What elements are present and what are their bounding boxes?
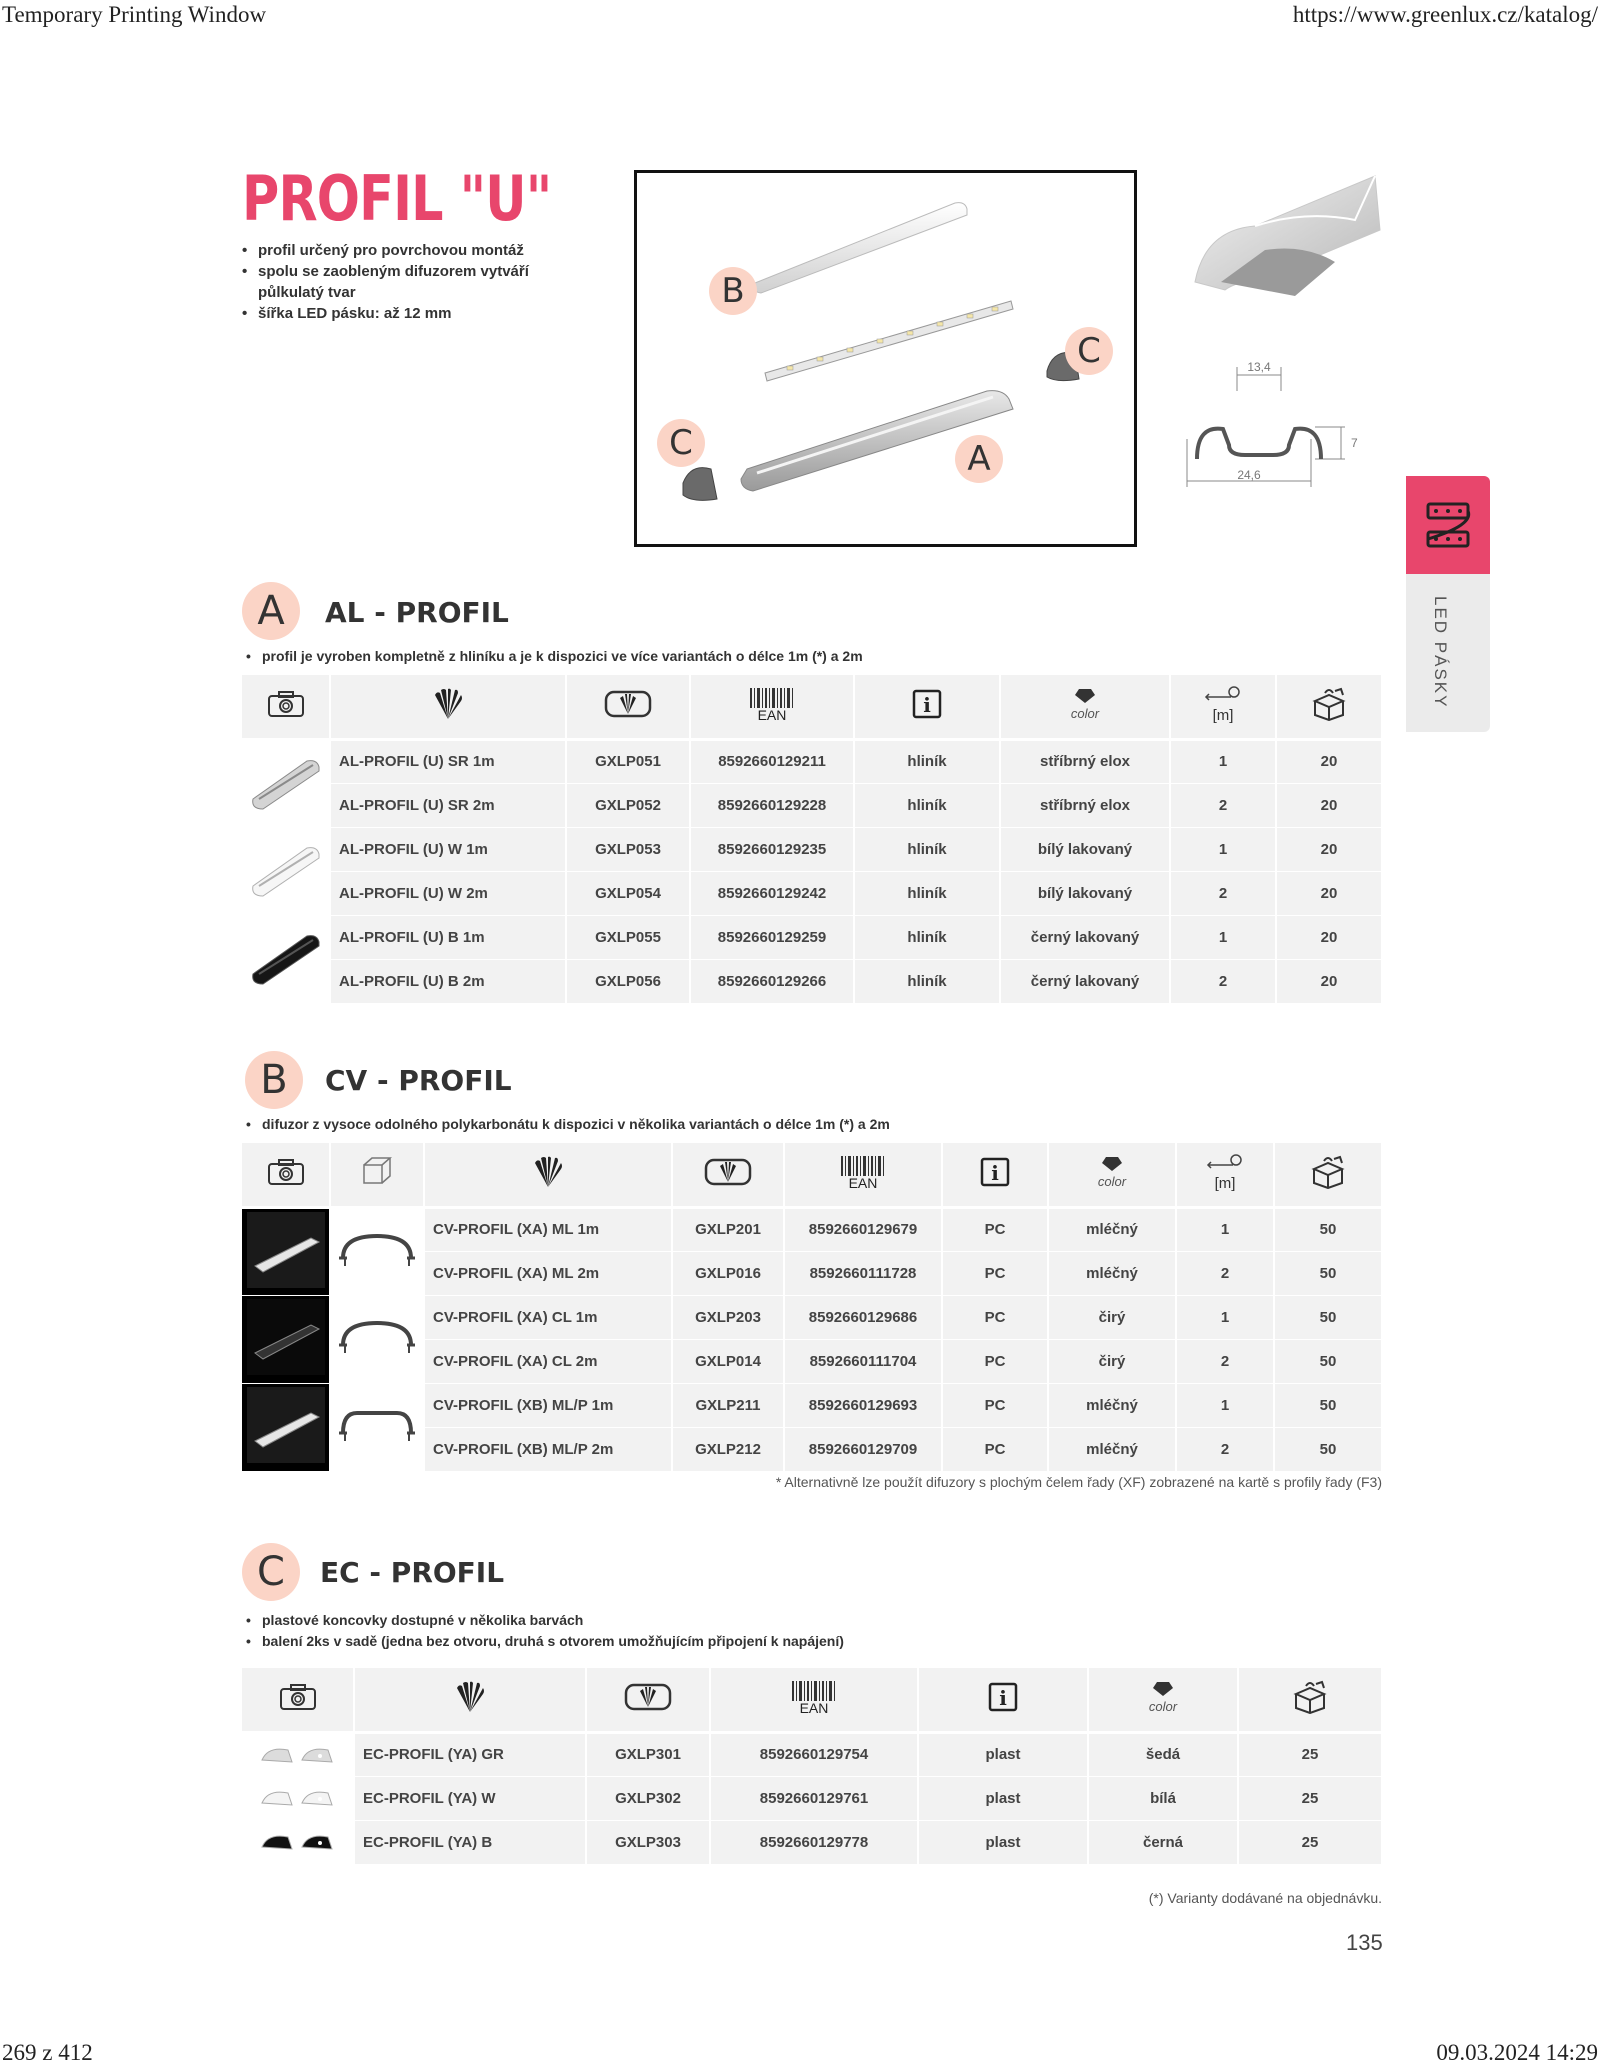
table-header-row — [242, 675, 1381, 739]
table-row — [242, 1383, 1381, 1427]
svg-text:color: color — [1148, 1699, 1178, 1715]
length-icon — [1170, 675, 1276, 739]
ean-code: 8592660129686 — [784, 1295, 942, 1339]
pack-quantity: 20 — [1276, 783, 1381, 827]
product-code: GXLP016 — [672, 1251, 784, 1295]
material: hliník — [854, 783, 1000, 827]
product-thumbnail — [247, 1212, 325, 1288]
exploded-diagram-illustration — [637, 173, 1134, 544]
color-value: čirý — [1048, 1339, 1176, 1383]
product-name: CV-PROFIL (XA) CL 2m — [424, 1339, 672, 1383]
material: PC — [942, 1383, 1048, 1427]
length-value: 2 — [1176, 1251, 1274, 1295]
info-icon — [854, 675, 1000, 739]
length-value: 2 — [1170, 871, 1276, 915]
section-b-badge: B — [245, 1051, 303, 1109]
product-name: AL-PROFIL (U) W 2m — [330, 871, 566, 915]
product-code-icon — [672, 1143, 784, 1207]
photo-cell — [242, 1820, 354, 1864]
section-a-title: AL - PROFIL — [325, 596, 509, 629]
profile-cross-section-icon — [337, 1403, 417, 1447]
cross-section-cell — [330, 1207, 424, 1295]
print-datetime: 09.03.2024 14:29 — [1436, 2040, 1598, 2065]
package-icon — [1238, 1668, 1381, 1732]
camera-icon — [242, 1668, 354, 1732]
svg-text:EAN: EAN — [848, 1175, 878, 1191]
product-name: AL-PROFIL (U) B 1m — [330, 915, 566, 959]
photo-cell — [242, 915, 330, 1003]
package-icon — [1274, 1143, 1381, 1207]
table-row — [242, 1732, 1381, 1776]
page-counter: 269 z 412 — [2, 2040, 93, 2065]
material: hliník — [854, 871, 1000, 915]
product-thumbnail — [258, 1781, 338, 1811]
svg-text:[m]: [m] — [1214, 1175, 1236, 1192]
product-thumbnail — [247, 922, 325, 992]
table-row — [242, 1295, 1381, 1339]
product-name: CV-PROFIL (XB) ML/P 1m — [424, 1383, 672, 1427]
length-value: 1 — [1176, 1295, 1274, 1339]
dimension-width-bottom: 24,6 — [1237, 468, 1261, 482]
material: PC — [942, 1427, 1048, 1471]
product-code: GXLP051 — [566, 739, 690, 783]
profile-cross-section-icon — [337, 1228, 417, 1272]
length-value: 1 — [1170, 827, 1276, 871]
color-value: černý lakovaný — [1000, 915, 1170, 959]
cross-section-cell — [330, 1383, 424, 1471]
photo-cell — [242, 1776, 354, 1820]
color-value: mléčný — [1048, 1427, 1176, 1471]
diagram-label-c-right: C — [1065, 327, 1113, 375]
ean-code: 8592660129228 — [690, 783, 854, 827]
table-header-row — [242, 1143, 1381, 1207]
table-row — [242, 739, 1381, 783]
color-value: mléčný — [1048, 1251, 1176, 1295]
color-value: stříbrný elox — [1000, 739, 1170, 783]
ean-barcode-icon — [710, 1668, 918, 1732]
info-icon — [918, 1668, 1088, 1732]
pack-quantity: 20 — [1276, 915, 1381, 959]
svg-text:i: i — [999, 1686, 1007, 1711]
color-value: čirý — [1048, 1295, 1176, 1339]
table-row — [242, 1820, 1381, 1864]
svg-text:EAN: EAN — [757, 707, 787, 723]
color-diamond-icon — [1000, 675, 1170, 739]
diagram-label-a: A — [955, 435, 1003, 483]
table-row — [242, 1776, 1381, 1820]
length-value: 1 — [1170, 739, 1276, 783]
color-value: černý lakovaný — [1000, 959, 1170, 1003]
camera-icon — [242, 1143, 330, 1207]
ean-code: 8592660129754 — [710, 1732, 918, 1776]
color-value: černá — [1088, 1820, 1238, 1864]
product-name: CV-PROFIL (XB) ML/P 2m — [424, 1427, 672, 1471]
section-c-bullets — [246, 1610, 844, 1652]
color-value: bílý lakovaný — [1000, 871, 1170, 915]
material: PC — [942, 1339, 1048, 1383]
ean-code: 8592660129242 — [690, 871, 854, 915]
length-value: 1 — [1170, 915, 1276, 959]
product-thumbnail — [247, 834, 325, 904]
led-strip-icon — [1424, 500, 1472, 550]
material: plast — [918, 1820, 1088, 1864]
ec-profile-table — [242, 1668, 1381, 1865]
material: PC — [942, 1295, 1048, 1339]
ean-code: 8592660129235 — [690, 827, 854, 871]
length-value: 1 — [1176, 1207, 1274, 1251]
product-code: GXLP055 — [566, 915, 690, 959]
table-row — [242, 1207, 1381, 1251]
ean-code: 8592660129266 — [690, 959, 854, 1003]
product-name: CV-PROFIL (XA) CL 1m — [424, 1295, 672, 1339]
window-title: Temporary Printing Window — [2, 2, 267, 27]
photo-cell — [242, 1295, 330, 1383]
dimension-height: 7 — [1351, 436, 1358, 450]
product-name: AL-PROFIL (U) B 2m — [330, 959, 566, 1003]
material: hliník — [854, 959, 1000, 1003]
svg-text:color: color — [1070, 706, 1100, 722]
pack-quantity: 50 — [1274, 1295, 1381, 1339]
photo-cell — [242, 1207, 330, 1295]
pack-quantity: 50 — [1274, 1339, 1381, 1383]
ean-code: 8592660111728 — [784, 1251, 942, 1295]
al-profile-table — [242, 675, 1381, 1004]
product-code: GXLP201 — [672, 1207, 784, 1251]
brand-shell-icon — [330, 675, 566, 739]
product-name: AL-PROFIL (U) W 1m — [330, 827, 566, 871]
camera-icon — [242, 675, 330, 739]
product-code: GXLP302 — [586, 1776, 710, 1820]
product-code-icon — [566, 675, 690, 739]
pack-quantity: 50 — [1274, 1251, 1381, 1295]
color-value: bílá — [1088, 1776, 1238, 1820]
table-row — [242, 871, 1381, 915]
side-tab-accent — [1406, 476, 1490, 574]
product-code: GXLP054 — [566, 871, 690, 915]
intro-bullets — [242, 240, 562, 324]
pack-quantity: 25 — [1238, 1732, 1381, 1776]
page-title: PROFIL "U" — [242, 162, 552, 235]
ean-barcode-icon — [784, 1143, 942, 1207]
pack-quantity: 20 — [1276, 827, 1381, 871]
table-row — [242, 959, 1381, 1003]
photo-cell — [242, 827, 330, 915]
intro-bullet: • spolu se zaobleným difuzorem vytváří půlkulatý tvar — [242, 261, 562, 303]
table-row — [242, 783, 1381, 827]
color-diamond-icon — [1048, 1143, 1176, 1207]
dimension-width-top: 13,4 — [1247, 360, 1271, 374]
pack-quantity: 20 — [1276, 959, 1381, 1003]
section-b-bullets — [246, 1114, 890, 1135]
ean-barcode-icon — [690, 675, 854, 739]
page-number: 135 — [1346, 1930, 1383, 1955]
product-code: GXLP056 — [566, 959, 690, 1003]
product-name: EC-PROFIL (YA) B — [354, 1820, 586, 1864]
pack-quantity: 50 — [1274, 1427, 1381, 1471]
svg-text:i: i — [991, 1161, 999, 1186]
product-thumbnail — [258, 1738, 338, 1768]
profile-3d-render — [1185, 170, 1385, 320]
ean-code: 8592660129778 — [710, 1820, 918, 1864]
product-thumbnail — [247, 1387, 325, 1463]
product-thumbnail — [247, 1299, 325, 1375]
package-icon — [1276, 675, 1381, 739]
pack-quantity: 50 — [1274, 1383, 1381, 1427]
section-a-badge: A — [242, 582, 300, 640]
material: hliník — [854, 827, 1000, 871]
svg-text:i: i — [923, 693, 931, 718]
photo-cell — [242, 1732, 354, 1776]
color-value: mléčný — [1048, 1383, 1176, 1427]
color-value: stříbrný elox — [1000, 783, 1170, 827]
product-thumbnail — [247, 747, 325, 817]
section-b-title: CV - PROFIL — [325, 1064, 512, 1097]
table-row — [242, 827, 1381, 871]
svg-text:EAN: EAN — [799, 1700, 829, 1716]
ean-code: 8592660129761 — [710, 1776, 918, 1820]
pack-quantity: 20 — [1276, 871, 1381, 915]
pack-quantity: 25 — [1238, 1776, 1381, 1820]
product-thumbnail — [258, 1825, 338, 1855]
ean-code: 8592660129709 — [784, 1427, 942, 1471]
ean-code: 8592660129211 — [690, 739, 854, 783]
material: hliník — [854, 739, 1000, 783]
material: plast — [918, 1776, 1088, 1820]
intro-bullet: • šířka LED pásku: až 12 mm — [242, 303, 562, 324]
color-value: šedá — [1088, 1732, 1238, 1776]
product-name: CV-PROFIL (XA) ML 2m — [424, 1251, 672, 1295]
profile-cube-icon — [330, 1143, 424, 1207]
cv-profile-table — [242, 1143, 1381, 1472]
length-value: 2 — [1170, 959, 1276, 1003]
product-code-icon — [586, 1668, 710, 1732]
material: PC — [942, 1207, 1048, 1251]
ean-code: 8592660129693 — [784, 1383, 942, 1427]
brand-shell-icon — [424, 1143, 672, 1207]
product-code: GXLP212 — [672, 1427, 784, 1471]
length-value: 2 — [1170, 783, 1276, 827]
order-footnote: (*) Varianty dodávané na objednávku. — [1148, 1890, 1382, 1906]
product-code: GXLP303 — [586, 1820, 710, 1864]
cross-section-cell — [330, 1295, 424, 1383]
ean-code: 8592660111704 — [784, 1339, 942, 1383]
material: hliník — [854, 915, 1000, 959]
side-tab-led-strips[interactable] — [1406, 476, 1490, 732]
brand-shell-icon — [354, 1668, 586, 1732]
product-code: GXLP203 — [672, 1295, 784, 1339]
pack-quantity: 25 — [1238, 1820, 1381, 1864]
ean-code: 8592660129259 — [690, 915, 854, 959]
page-url[interactable]: https://www.greenlux.cz/katalog/ — [1292, 2, 1598, 27]
section-c-bullet: • plastové koncovky dostupné v několika barvách — [246, 1610, 844, 1631]
svg-text:[m]: [m] — [1212, 707, 1234, 724]
product-name: AL-PROFIL (U) SR 2m — [330, 783, 566, 827]
info-icon — [942, 1143, 1048, 1207]
length-icon — [1176, 1143, 1274, 1207]
profile-cross-section-icon — [337, 1315, 417, 1359]
product-code: GXLP052 — [566, 783, 690, 827]
length-value: 2 — [1176, 1427, 1274, 1471]
product-code: GXLP211 — [672, 1383, 784, 1427]
length-value: 2 — [1176, 1339, 1274, 1383]
cv-profile-note: * Alternativně lze použít difuzory s plochým čelem řady (XF) zobrazené na kartě s profily řady (F3) — [775, 1474, 1382, 1490]
product-name: EC-PROFIL (YA) W — [354, 1776, 586, 1820]
photo-cell — [242, 739, 330, 827]
product-name: CV-PROFIL (XA) ML 1m — [424, 1207, 672, 1251]
pack-quantity: 50 — [1274, 1207, 1381, 1251]
product-name: AL-PROFIL (U) SR 1m — [330, 739, 566, 783]
cross-section-drawing — [1185, 355, 1385, 500]
color-diamond-icon — [1088, 1668, 1238, 1732]
color-value: mléčný — [1048, 1207, 1176, 1251]
exploded-diagram — [634, 170, 1137, 547]
section-a-bullet: • profil je vyroben kompletně z hliníku a je k dispozici ve více variantách o délce 1m (*) a 2m — [246, 646, 863, 667]
table-header-row — [242, 1668, 1381, 1732]
section-c-badge: C — [242, 1543, 300, 1601]
section-a-bullets — [246, 646, 863, 667]
product-code: GXLP014 — [672, 1339, 784, 1383]
ean-code: 8592660129679 — [784, 1207, 942, 1251]
product-code: GXLP053 — [566, 827, 690, 871]
product-code: GXLP301 — [586, 1732, 710, 1776]
section-b-bullet: • difuzor z vysoce odolného polykarbonátu k dispozici v několika variantách o délce 1m (*) a 2m — [246, 1114, 890, 1135]
color-value: bílý lakovaný — [1000, 827, 1170, 871]
intro-bullet: • profil určený pro povrchovou montáž — [242, 240, 562, 261]
svg-text:color: color — [1097, 1174, 1127, 1190]
diagram-label-c-left: C — [657, 419, 705, 467]
material: plast — [918, 1732, 1088, 1776]
section-c-title: EC - PROFIL — [320, 1556, 505, 1589]
length-value: 1 — [1176, 1383, 1274, 1427]
diagram-label-b: B — [709, 267, 757, 315]
side-tab-label: LED PÁSKY — [1431, 596, 1450, 709]
product-name: EC-PROFIL (YA) GR — [354, 1732, 586, 1776]
material: PC — [942, 1251, 1048, 1295]
table-row — [242, 915, 1381, 959]
photo-cell — [242, 1383, 330, 1471]
pack-quantity: 20 — [1276, 739, 1381, 783]
section-c-bullet: • balení 2ks v sadě (jedna bez otvoru, druhá s otvorem umožňujícím připojení k napájení) — [246, 1631, 844, 1652]
